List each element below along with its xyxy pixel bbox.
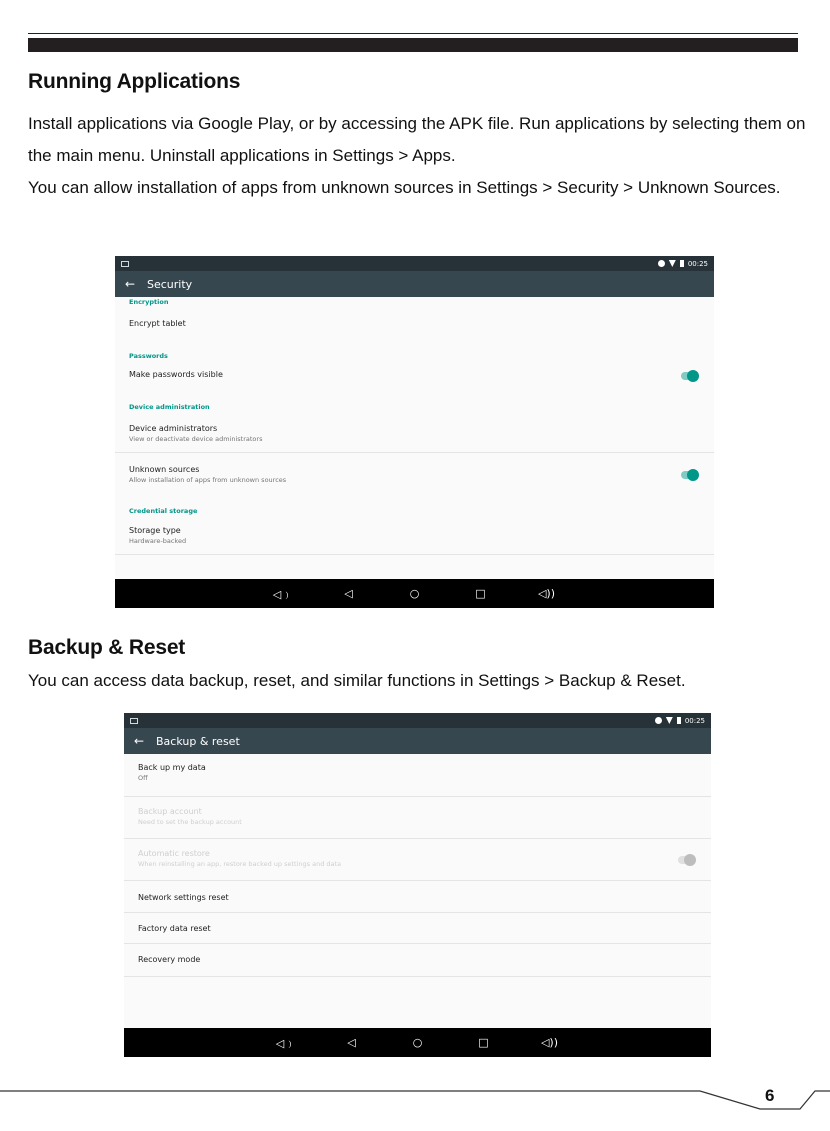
item-subtitle: Need to set the backup account bbox=[138, 818, 242, 826]
home-circle-icon[interactable]: ○ bbox=[412, 1036, 423, 1049]
notification-icon bbox=[121, 261, 129, 267]
app-bar-title: Backup & reset bbox=[156, 734, 240, 748]
unknown-sources-toggle[interactable] bbox=[681, 471, 698, 479]
backup-reset-heading: Backup & Reset bbox=[28, 636, 186, 659]
category-credential-storage: Credential storage bbox=[129, 507, 198, 515]
back-arrow-icon[interactable]: ← bbox=[133, 734, 145, 748]
volume-up-icon[interactable]: ◁)) bbox=[537, 587, 556, 600]
item-title: Recovery mode bbox=[138, 955, 201, 964]
running-line-1: Install applications via Google Play, or by accessing the APK file. Run applications by selecting them on bbox=[28, 114, 806, 133]
item-title: Encrypt tablet bbox=[129, 319, 186, 328]
item-title: Back up my data bbox=[138, 763, 206, 772]
encrypt-tablet-item[interactable] bbox=[115, 306, 714, 336]
item-title: Backup account bbox=[138, 807, 202, 816]
header-bar bbox=[28, 38, 798, 52]
battery-icon bbox=[680, 260, 684, 267]
item-title: Storage type bbox=[129, 526, 181, 535]
back-triangle-icon[interactable]: ◁ bbox=[347, 1036, 356, 1049]
home-circle-icon[interactable]: ○ bbox=[409, 587, 420, 600]
passwords-visible-toggle[interactable] bbox=[681, 372, 698, 380]
running-apps-heading: Running Applications bbox=[28, 70, 241, 93]
volume-down-icon[interactable]: ◁﹚ bbox=[275, 1036, 296, 1050]
wifi-icon bbox=[666, 717, 673, 724]
navigation-bar bbox=[124, 1028, 711, 1057]
backup-data-item[interactable] bbox=[124, 754, 711, 797]
category-passwords: Passwords bbox=[129, 352, 168, 360]
category-device-admin: Device administration bbox=[129, 403, 210, 411]
page-number: 6 bbox=[765, 1086, 775, 1105]
item-subtitle: Allow installation of apps from unknown sources bbox=[129, 476, 287, 484]
item-subtitle: Off bbox=[138, 774, 148, 782]
device-administrators-item[interactable] bbox=[115, 411, 714, 453]
dnd-icon bbox=[655, 717, 662, 724]
status-time: 00:25 bbox=[687, 259, 708, 268]
factory-data-reset-item[interactable] bbox=[124, 913, 711, 944]
automatic-restore-toggle bbox=[678, 856, 695, 864]
recents-square-icon[interactable]: □ bbox=[478, 1036, 489, 1049]
header-rule bbox=[28, 33, 798, 34]
backup-line-1: You can access data backup, reset, and similar functions in Settings > Backup & Reset. bbox=[28, 671, 686, 690]
automatic-restore-item bbox=[124, 839, 711, 881]
item-title: Automatic restore bbox=[138, 849, 210, 858]
battery-icon bbox=[677, 717, 681, 724]
item-subtitle: View or deactivate device administrators bbox=[129, 435, 263, 443]
app-bar bbox=[124, 728, 711, 754]
running-apps-text bbox=[28, 108, 808, 204]
item-title: Make passwords visible bbox=[129, 370, 223, 379]
item-title: Network settings reset bbox=[138, 893, 229, 902]
recents-square-icon[interactable]: □ bbox=[475, 587, 486, 600]
app-bar bbox=[115, 271, 714, 297]
storage-type-item[interactable] bbox=[115, 515, 714, 555]
notification-icon bbox=[130, 718, 138, 724]
unknown-sources-item[interactable] bbox=[115, 453, 714, 493]
status-time: 00:25 bbox=[684, 716, 705, 725]
navigation-bar bbox=[115, 579, 714, 608]
category-encryption: Encryption bbox=[129, 298, 169, 306]
item-subtitle: When reinstalling an app, restore backed up settings and data bbox=[138, 860, 342, 868]
back-arrow-icon[interactable]: ← bbox=[124, 277, 136, 291]
item-title: Device administrators bbox=[129, 424, 218, 433]
item-title: Unknown sources bbox=[129, 465, 200, 474]
item-title: Factory data reset bbox=[138, 924, 211, 933]
item-subtitle: Hardware-backed bbox=[129, 537, 187, 545]
dnd-icon bbox=[658, 260, 665, 267]
recovery-mode-item[interactable] bbox=[124, 944, 711, 977]
backup-reset-screenshot bbox=[124, 713, 711, 1057]
make-passwords-visible-item[interactable] bbox=[115, 360, 714, 390]
running-line-3: You can allow installation of apps from unknown sources in Settings > Security > Unknown Sources. bbox=[28, 178, 781, 197]
network-settings-reset-item[interactable] bbox=[124, 881, 711, 913]
backup-reset-text bbox=[28, 665, 808, 697]
status-bar bbox=[124, 713, 711, 728]
volume-down-icon[interactable]: ◁﹚ bbox=[272, 587, 293, 601]
backup-account-item bbox=[124, 797, 711, 839]
security-screenshot bbox=[115, 256, 714, 608]
back-triangle-icon[interactable]: ◁ bbox=[344, 587, 353, 600]
app-bar-title: Security bbox=[147, 277, 193, 291]
status-bar bbox=[115, 256, 714, 271]
wifi-icon bbox=[669, 260, 676, 267]
running-line-2: the main menu. Uninstall applications in Settings > Apps. bbox=[28, 146, 456, 165]
footer-line bbox=[0, 1085, 830, 1115]
volume-up-icon[interactable]: ◁)) bbox=[540, 1036, 559, 1049]
